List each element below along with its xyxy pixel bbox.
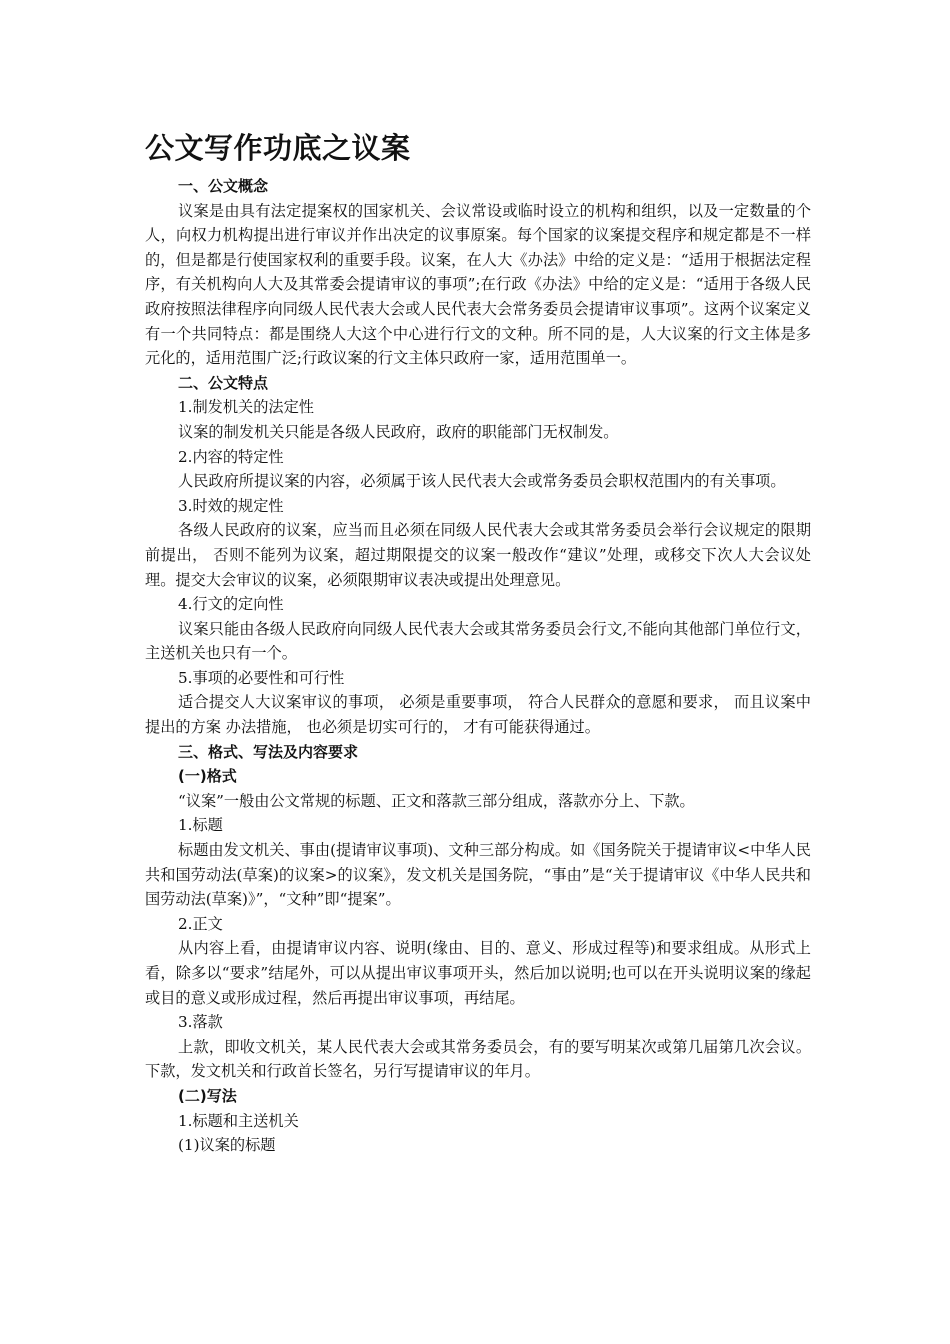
subheading-format: (一)格式 (178, 767, 237, 786)
writing-1-label: 1.标题和主送机关 (178, 1111, 299, 1130)
format-body-text: 从内容上看，由提请审议内容、说明(缘由、目的、意义、形成过程等)和要求组成。从形式上看，除多以“要求”结尾外，可以从提出审议事项开头，然后加以说明;也可以在开头说明议案的缘起或目的意义或形成过程，然后再提出审议事项，再结尾。 (145, 939, 811, 1007)
document-body (145, 174, 811, 1158)
format-signature-label: 3.落款 (178, 1013, 223, 1032)
writing-1-1-label: (1)议案的标题 (178, 1136, 276, 1155)
subheading-writing: (二)写法 (178, 1086, 237, 1105)
format-body-label: 2.正文 (178, 914, 223, 933)
feature-4-label: 4.行文的定向性 (178, 595, 284, 614)
section-heading-features: 二、公文特点 (178, 373, 269, 392)
feature-4-text: 议案只能由各级人民政府向同级人民代表大会或其常务委员会行文,不能向其他部门单位行文，主送机关也只有一个。 (145, 619, 811, 663)
document-title: 公文写作功底之议案 (145, 131, 411, 165)
format-signature-text: 上款，即收文机关，某人民代表大会或其常务委员会，有的要写明某次或第几届第几次会议。下款，发文机关和行政首长签名，另行写提请审议的年月。 (145, 1037, 811, 1081)
format-title-label: 1.标题 (178, 816, 223, 835)
section-heading-format: 三、格式、写法及内容要求 (178, 742, 359, 761)
feature-5-text: 适合提交人大议案审议的事项， 必须是重要事项， 符合人民群众的意愿和要求， 而且议案中提出的方案 办法措施， 也必须是切实可行的， 才有可能获得通过。 (145, 693, 811, 737)
feature-5-label: 5.事项的必要性和可行性 (178, 668, 345, 687)
feature-3-label: 3.时效的规定性 (178, 496, 284, 515)
feature-2-label: 2.内容的特定性 (178, 447, 284, 466)
feature-3-text: 各级人民政府的议案，应当而且必须在同级人民代表大会或其常务委员会举行会议规定的限期前提出， 否则不能列为议案，超过期限提交的议案一般改作“建议”处理，或移交下次人大会议处理。提交大会审议的议案，必须限期审议表决或提出处理意见。 (145, 521, 811, 589)
feature-2-text: 人民政府所提议案的内容，必须属于该人民代表大会或常务委员会职权范围内的有关事项。 (178, 472, 786, 491)
format-title-text: 标题由发文机关、事由(提请审议事项)、文种三部分构成。如《国务院关于提请审议<中华人民共和国劳动法(草案)的议案>的议案》，发文机关是国务院，“事由”是“关于提请审议《中华人民共和国劳动法(草案)》”，“文种”即“提案”。 (145, 841, 811, 909)
document-page (145, 128, 811, 1158)
paragraph-concept: 议案是由具有法定提案权的国家机关、会议常设或临时设立的机构和组织，以及一定数量的个人，向权力机构提出进行审议并作出决定的议事原案。每个国家的议案提交程序和规定都是不一样的，但是都是行使国家权利的重要手段。议案，在人大《办法》中给的定义是：“适用于根据法定程序，有关机构向人大及其常委会提请审议的事项”;在行政《办法》中给的定义是：“适用于各级人民政府按照法律程序向同级人民代表大会或人民代表大会常务委员会提请审议事项”。这两个议案定义有一个共同特点：都是围绕人大这个中心进行行文的文种。所不同的是，人大议案的行文主体是多元化的，适用范围广泛;行政议案的行文主体只政府一家，适用范围单一。 (145, 201, 811, 368)
paragraph-format-intro: “议案”一般由公文常规的标题、正文和落款三部分组成，落款亦分上、下款。 (178, 791, 695, 810)
feature-1-text: 议案的制发机关只能是各级人民政府，政府的职能部门无权制发。 (178, 422, 619, 441)
feature-1-label: 1.制发机关的法定性 (178, 398, 314, 417)
section-heading-concept: 一、公文概念 (178, 177, 269, 195)
